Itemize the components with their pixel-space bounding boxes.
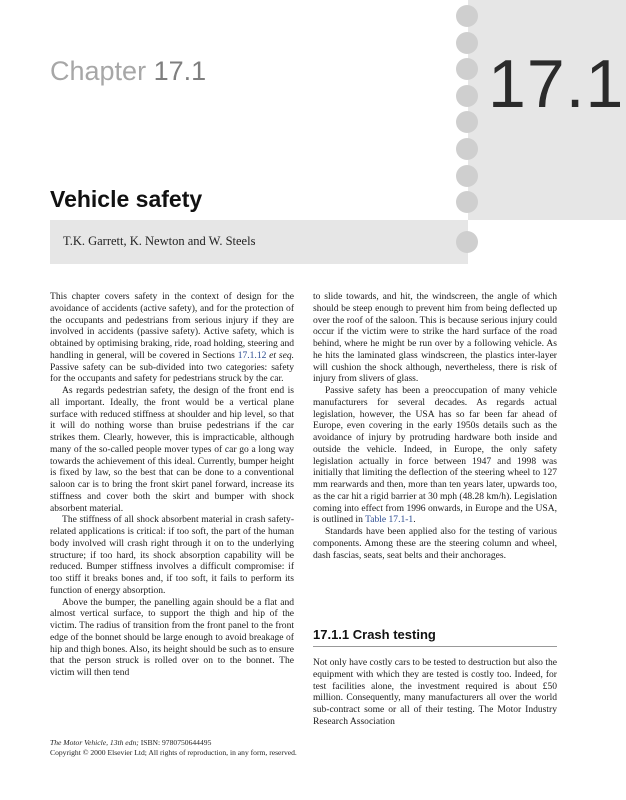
tab-dots — [456, 5, 480, 218]
paragraph — [313, 385, 557, 526]
paragraph: to slide towards, and hit, the windscreen, the angle of which should be steep enough to prevent him from being deflected up over the roof of the saloon. This is because serious injury could occur if the victim were to strike the hard surface of the road behind, where he might be run over by a following vehicle. As he hits the laminated glass windscreen, the plastics inter-layer will cushion the shock although, nevertheless, there is risk of injury from slivers of glass. — [313, 291, 557, 385]
paragraph: Above the bumper, the panelling again should be a flat and almost vertical surface, to support the thigh and hip of the victim. The radius of transition from the front panel to the front edge of the bonnet should be large enough to avoid breakage of hip and thigh bones. Also, its height should be such as to ensure that the person struck is rolled over on to the bonnet. The victim will then tend — [50, 596, 294, 678]
right-column — [313, 291, 557, 561]
paragraph: Standards have been applied also for the testing of various components. Among these are the steering column and wheel, dash fascias, seats, seat belts and their anchorages. — [313, 526, 557, 561]
page-title: Vehicle safety — [50, 186, 203, 212]
book-title: The Motor Vehicle, 13th edn; — [50, 738, 139, 747]
tab-dot — [456, 5, 478, 27]
right-column-continued — [313, 657, 557, 728]
footer-book-line — [50, 738, 297, 748]
chapter-number: 17.1 — [153, 56, 207, 86]
chapter-word: Chapter — [50, 56, 147, 86]
paragraph-text: . — [413, 514, 416, 526]
tab-dot — [456, 85, 478, 107]
section-reference-link[interactable]: 17.1.12 — [237, 349, 267, 361]
tab-dot — [456, 111, 478, 133]
tab-dot — [456, 191, 478, 213]
footer — [50, 738, 297, 758]
left-column — [50, 291, 294, 679]
paragraph-text: Passive safety can be sub-divided into two categories: safety for the occupants and safety for pedestrians struck by the car. — [50, 361, 294, 385]
band-dot — [456, 231, 478, 253]
et-seq: et seq. — [266, 349, 294, 361]
authors: T.K. Garrett, K. Newton and W. Steels — [63, 234, 256, 248]
paragraph: Not only have costly cars to be tested to destruction but also the equipment with which they are tested is costly too. Indeed, for test facilities alone, the investment required is about £50 million. Consequently, many manufacturers all over the world sub-contract some or all of their testing. The Motor Industry Research Association — [313, 657, 557, 727]
authors-band — [50, 220, 468, 264]
isbn: ISBN: 9780750644495 — [138, 738, 212, 747]
paragraph: As regards pedestrian safety, the design of the front end is all important. Ideally, the front would be a vertical plane surface with reduced stiffness at shoulder and hip level, so that it will do nothing worse than bruise pedestrians if the car strikes them. Clearly, however, this is impracticable, although many of the so-called people mover types of car go a long way towards the achievement of this ideal. Currently, bumper height is fixed by law, so the best that can be done to a conventional saloon car is to bring the front skirt panel forward, increase its stiffness and cover both the skirt and bumper with shock absorbent material. — [50, 385, 294, 514]
tab-chapter-number: 17.1 — [488, 46, 625, 122]
paragraph-text: Passive safety has been a preoccupation of many vehicle manufacturers for several decades. As regards actual legislation, however, the USA has so far been far ahead of Europe, even covering in the early 1950s details such as the avoidance of injury by protruding hardware both inside and outside the vehicle. Indeed, in Europe, the only safety legislation actually in force between 1947 and 1998 was initially that limiting the deflection of the steering wheel to 127 mm rearwards and then, more than ten years later, upwards too, as the car hit a rigid barrier at 30 mph (48.28 km/h). Legislation coming into effect from 1996 onwards, in Europe and the USA, is outlined in — [313, 385, 557, 526]
tab-dot — [456, 165, 478, 187]
tab-dot — [456, 58, 478, 80]
table-reference-link[interactable]: Table 17.1-1 — [365, 514, 414, 526]
copyright: Copyright © 2000 Elsevier Ltd; All rights of reproduction, in any form, reserved. — [50, 748, 297, 757]
tab-dot — [456, 32, 478, 54]
paragraph — [50, 291, 294, 385]
paragraph-text: This chapter covers safety in the context of design for the avoidance of accidents (active safety), and for the protection of the occupants and pedestrians from serious injury if they are involved in accidents (passive safety). Active safety, which is obtained by optimising braking, ride, road holding, steering and handling in general, will be covered in Sections — [50, 291, 294, 361]
tab-dot — [456, 138, 478, 160]
chapter-label — [50, 58, 206, 85]
paragraph: The stiffness of all shock absorbent material in crash safety-related applications is critical: if too soft, the part of the human body involved will crash right through it on to the underlying structure; if too hard, its shock absorption capability will be reduced. Bumper stiffness involves a difficult compromise: if too stiff it breaks bones and, if too soft, it fails to perform its function of energy absorption. — [50, 514, 294, 596]
section-heading: 17.1.1 Crash testing — [313, 627, 557, 647]
